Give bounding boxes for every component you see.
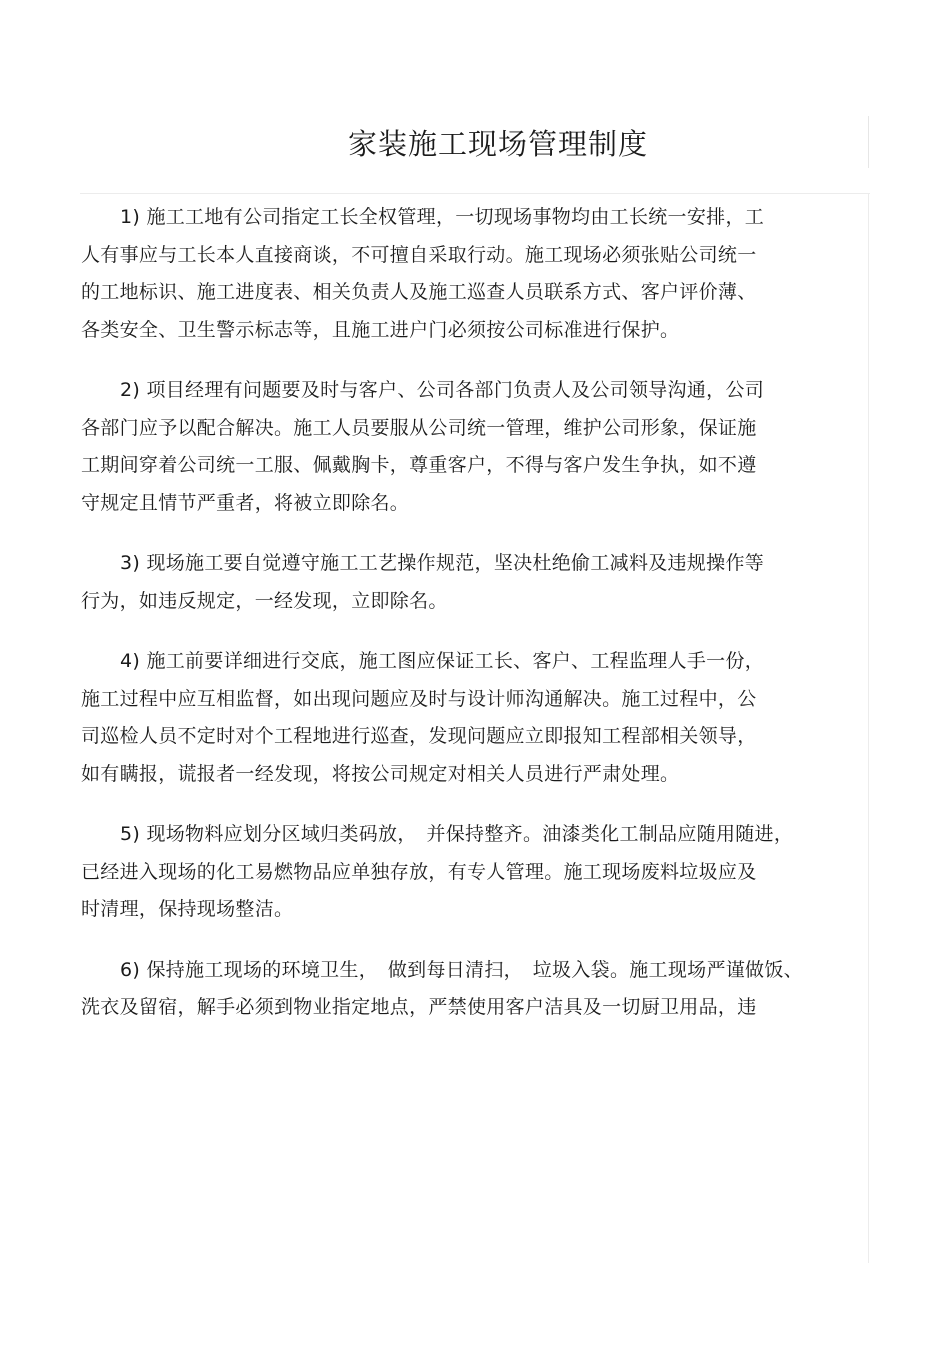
paragraph-2-line-4: 守规定且情节严重者，将被立即除名。 xyxy=(81,491,410,514)
paragraph-2-line-2: 各部门应予以配合解决。施工人员要服从公司统一管理，维护公司形象，保证施 xyxy=(81,416,757,439)
document-title: 家装施工现场管理制度 xyxy=(347,127,648,161)
paragraph-2 xyxy=(81,372,856,522)
paragraph-1-line-3: 的工地标识、施工进度表、相关负责人及施工巡查人员联系方式、客户评价薄、 xyxy=(81,281,757,303)
paragraph-5-line-3: 时清理，保持现场整洁。 xyxy=(81,898,294,920)
paragraph-5-line-2: 已经进入现场的化工易燃物品应单独存放，有专人管理。施工现场废料垃圾应及 xyxy=(81,860,757,883)
header-divider xyxy=(80,193,870,194)
paragraph-5 xyxy=(81,816,856,929)
paragraph-2-line-3: 工期间穿着公司统一工服、佩戴胸卡，尊重客户，不得与客户发生争执，如不遵 xyxy=(81,454,757,476)
paragraph-4-line-1: 4) 施工前要详细进行交底，施工图应保证工长、客户、工程监理人手一份， xyxy=(120,650,765,672)
paragraph-5-line-1: 5) 现场物料应划分区域归类码放， 并保持整齐。油漆类化工制品应随用随进， xyxy=(120,823,794,845)
paragraph-3-line-2: 行为，如违反规定，一经发现，立即除名。 xyxy=(81,589,448,612)
paragraph-1-line-4: 各类安全、卫生警示标志等，且施工进户门必须按公司标准进行保护。 xyxy=(81,318,680,341)
paragraph-1-line-1: 1) 施工工地有公司指定工长全权管理，一切现场事物均由工长统一安排，工 xyxy=(120,206,765,228)
paragraph-3-line-1: 3) 现场施工要自觉遵守施工工艺操作规范，坚决杜绝偷工减料及违规操作等 xyxy=(120,552,765,574)
paragraph-4-line-3: 司巡检人员不定时对个工程地进行巡查，发现问题应立即报知工程部相关领导， xyxy=(81,725,757,747)
paragraph-6-line-2: 洗衣及留宿，解手必须到物业指定地点，严禁使用客户洁具及一切厨卫用品，违 xyxy=(81,996,757,1018)
paragraph-6-line-1: 6) 保持施工现场的环境卫生， 做到每日清扫， 垃圾入袋。施工现场严谨做饭、 xyxy=(120,958,803,981)
title-divider-vertical xyxy=(868,116,869,168)
content-divider-vertical xyxy=(868,193,869,1263)
paragraph-1 xyxy=(81,199,856,349)
paragraph-4-line-2: 施工过程中应互相监督，如出现问题应及时与设计师沟通解决。施工过程中，公 xyxy=(81,687,757,710)
paragraph-2-line-1: 2) 项目经理有问题要及时与客户、公司各部门负责人及公司领导沟通，公司 xyxy=(120,379,765,401)
paragraph-6 xyxy=(81,952,856,1027)
paragraph-1-line-2: 人有事应与工长本人直接商谈，不可擅自采取行动。施工现场必须张贴公司统一 xyxy=(81,243,757,266)
document-body xyxy=(81,199,856,1050)
paragraph-3 xyxy=(81,545,856,620)
paragraph-4-line-4: 如有瞒报，谎报者一经发现，将按公司规定对相关人员进行严肃处理。 xyxy=(81,762,680,785)
paragraph-4 xyxy=(81,643,856,793)
